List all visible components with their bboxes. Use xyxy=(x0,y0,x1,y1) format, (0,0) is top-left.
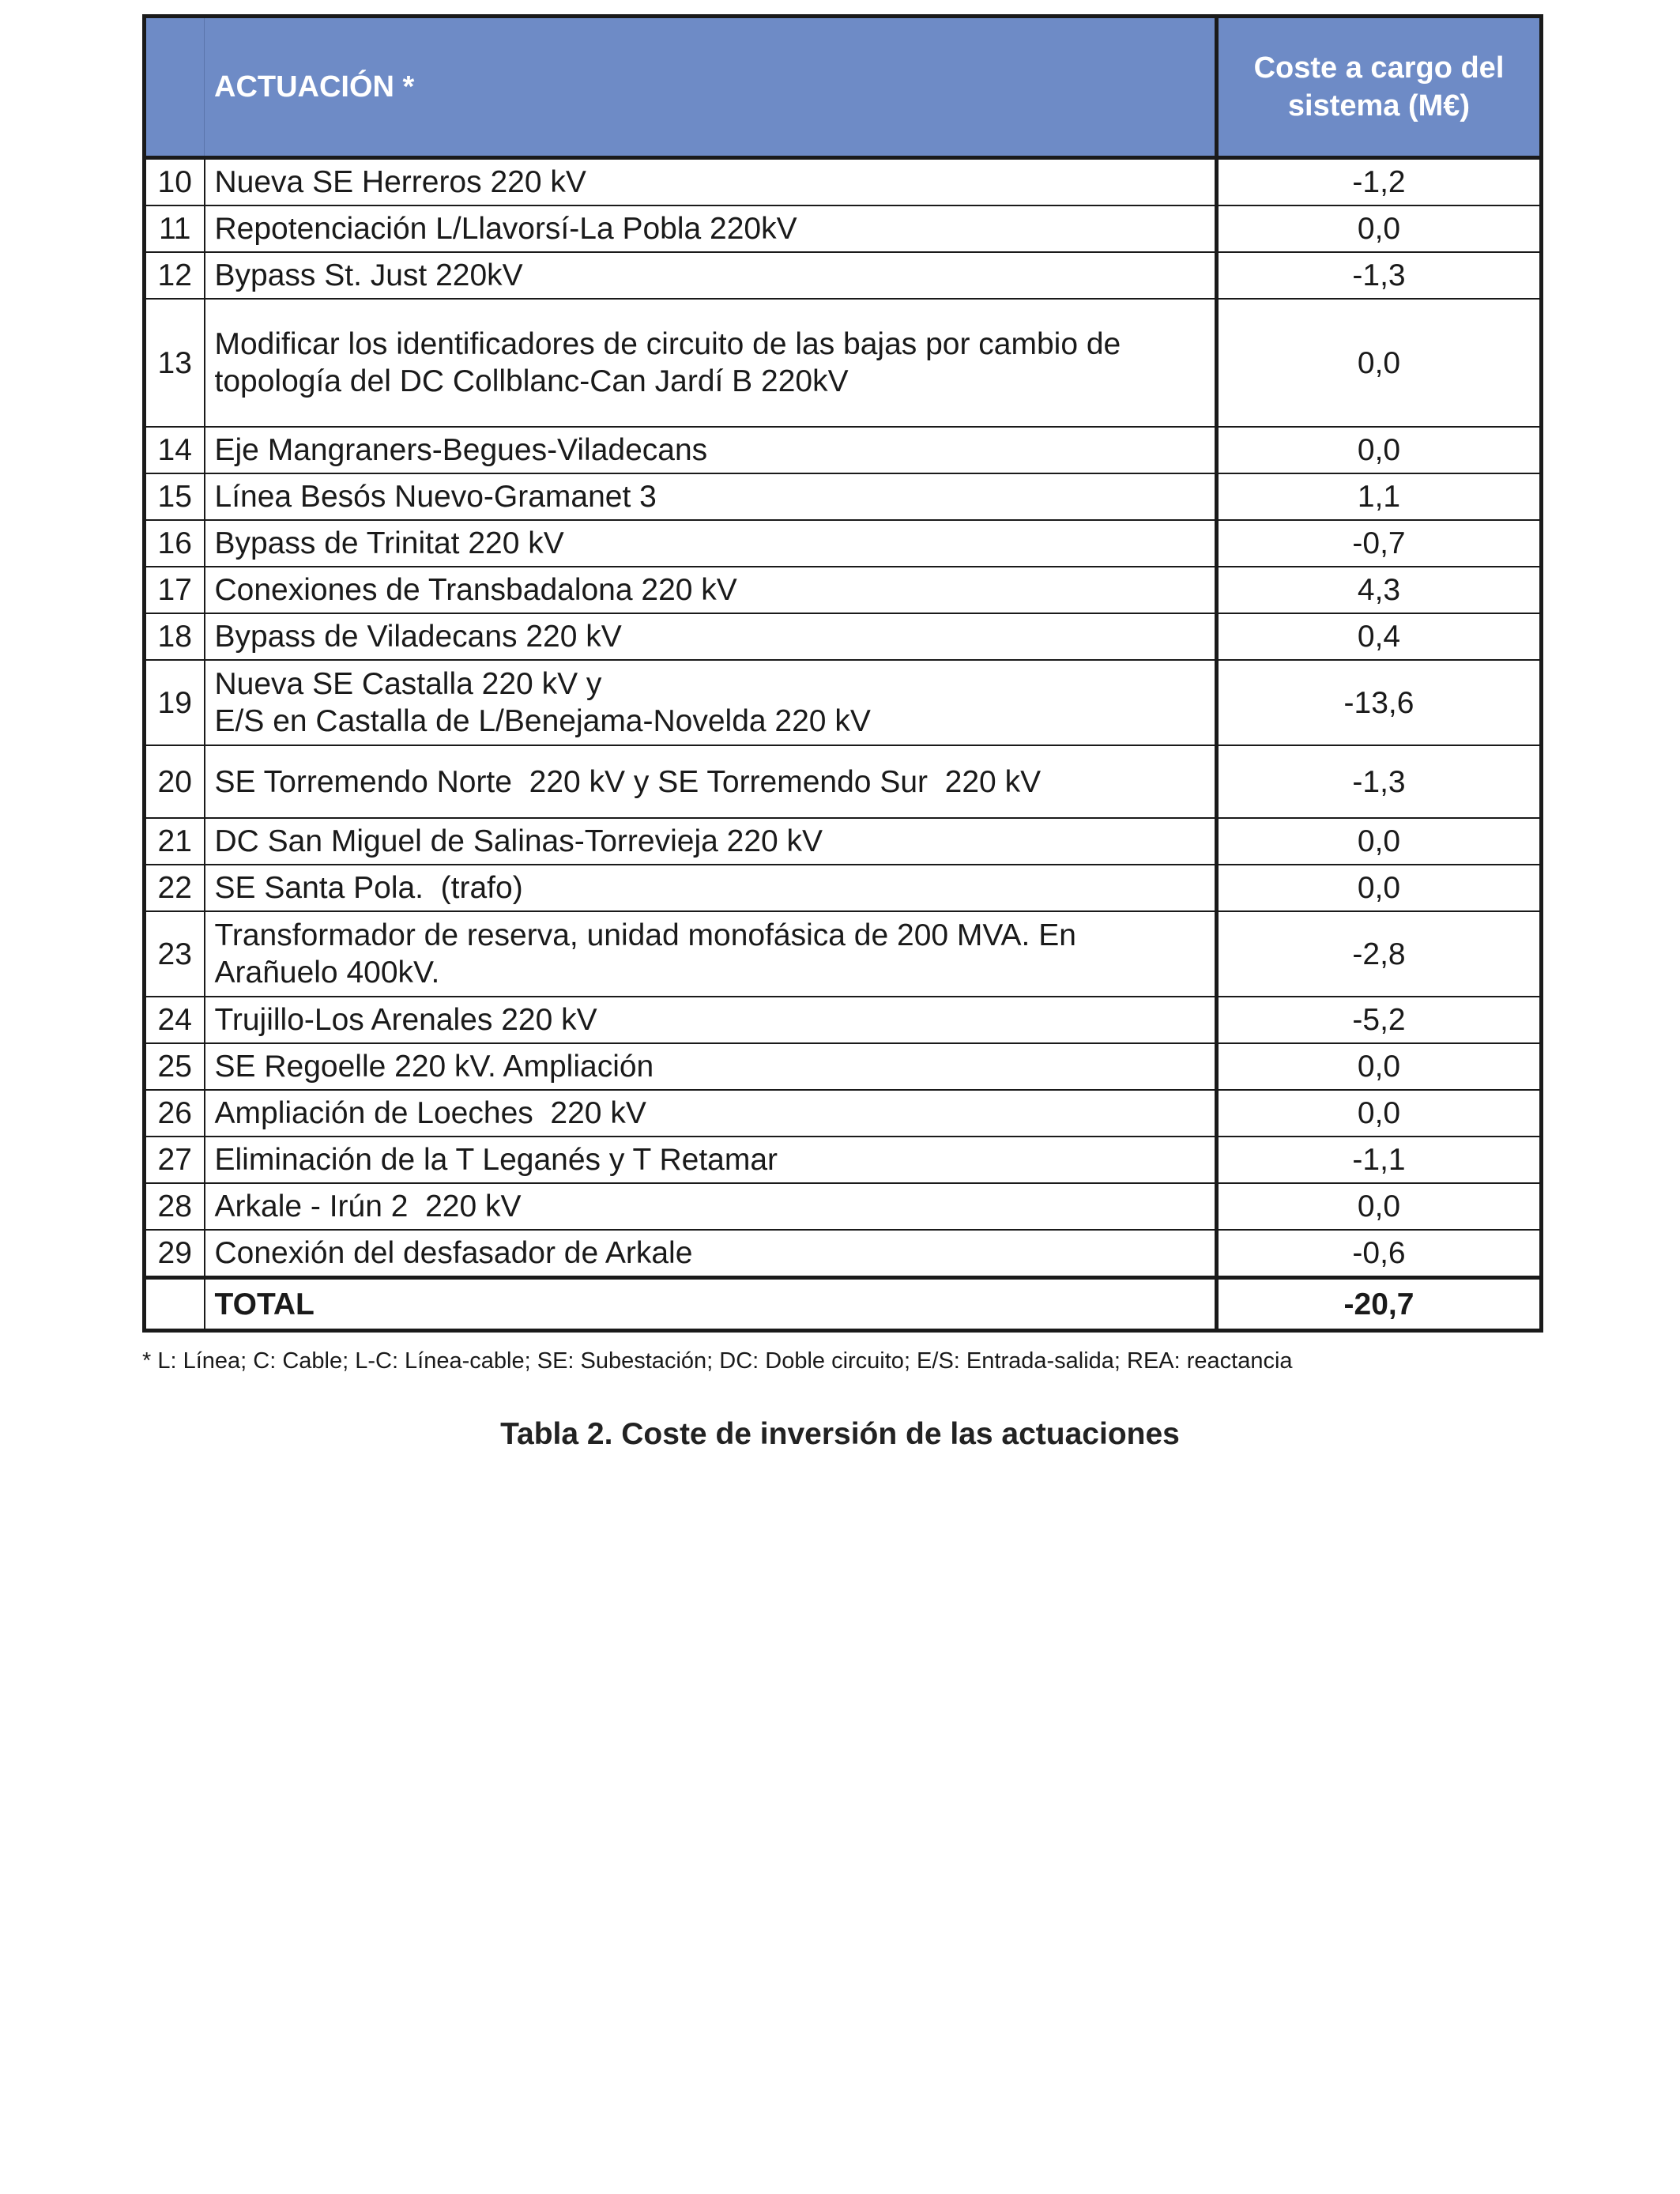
row-number: 21 xyxy=(145,818,205,865)
row-cost: 0,0 xyxy=(1217,299,1542,427)
table-row xyxy=(145,1137,1542,1183)
row-cost: -5,2 xyxy=(1217,997,1542,1043)
row-cost: -0,6 xyxy=(1217,1230,1542,1278)
row-action: Repotenciación L/Llavorsí-La Pobla 220kV xyxy=(205,205,1217,252)
header-cost-line2: sistema (M€) xyxy=(1287,89,1471,123)
table-row xyxy=(145,1090,1542,1137)
table-footnote: * L: Línea; C: Cable; L-C: Línea-cable; SE: Subestación; DC: Doble circuito; E/S: Entrada-salida; REA: reactancia xyxy=(142,1348,1293,1374)
row-cost: 0,0 xyxy=(1217,818,1542,865)
table-row xyxy=(145,1230,1542,1278)
cost-table xyxy=(142,14,1543,1333)
table-row xyxy=(145,745,1542,818)
row-cost: 4,3 xyxy=(1217,567,1542,613)
row-action-line2: E/S en Castalla de L/Benejama-Novelda 220 kV xyxy=(214,704,871,738)
row-action: Eliminación de la T Leganés y T Retamar xyxy=(205,1137,1217,1183)
row-action-line1: Nueva SE Castalla 220 kV y xyxy=(214,667,602,701)
table-row xyxy=(145,473,1542,520)
table-header-row xyxy=(145,17,1542,158)
row-number: 13 xyxy=(145,299,205,427)
row-action: Ampliación de Loeches 220 kV xyxy=(205,1090,1217,1137)
row-cost: -1,3 xyxy=(1217,252,1542,299)
row-number: 12 xyxy=(145,252,205,299)
row-action: Transformador de reserva, unidad monofásica de 200 MVA. En Arañuelo 400kV. xyxy=(205,911,1217,997)
table-row xyxy=(145,1183,1542,1230)
row-number: 22 xyxy=(145,865,205,911)
row-cost: 0,4 xyxy=(1217,613,1542,660)
row-cost: -1,1 xyxy=(1217,1137,1542,1183)
table-row xyxy=(145,911,1542,997)
table-row xyxy=(145,158,1542,206)
row-number: 24 xyxy=(145,997,205,1043)
row-action: Bypass St. Just 220kV xyxy=(205,252,1217,299)
row-cost: 0,0 xyxy=(1217,1043,1542,1090)
row-number: 27 xyxy=(145,1137,205,1183)
table-row xyxy=(145,299,1542,427)
row-cost: -1,3 xyxy=(1217,745,1542,818)
row-number: 18 xyxy=(145,613,205,660)
row-action: Modificar los identificadores de circuito de las bajas por cambio de topología del DC Collblanc-Can Jardí B 220kV xyxy=(205,299,1217,427)
row-action: SE Regoelle 220 kV. Ampliación xyxy=(205,1043,1217,1090)
row-action xyxy=(205,660,1217,745)
row-cost: -2,8 xyxy=(1217,911,1542,997)
cost-table-container xyxy=(142,14,1539,1333)
row-number: 14 xyxy=(145,427,205,473)
table-row xyxy=(145,1043,1542,1090)
table-row xyxy=(145,205,1542,252)
table-row xyxy=(145,567,1542,613)
row-action: DC San Miguel de Salinas-Torrevieja 220 kV xyxy=(205,818,1217,865)
row-cost: 1,1 xyxy=(1217,473,1542,520)
table-row xyxy=(145,997,1542,1043)
row-action: Arkale - Irún 2 220 kV xyxy=(205,1183,1217,1230)
row-action: SE Torremendo Norte 220 kV y SE Torremendo Sur 220 kV xyxy=(205,745,1217,818)
row-cost: 0,0 xyxy=(1217,1183,1542,1230)
row-action: Trujillo-Los Arenales 220 kV xyxy=(205,997,1217,1043)
header-action: ACTUACIÓN * xyxy=(205,17,1217,158)
row-cost: -0,7 xyxy=(1217,520,1542,567)
header-cost xyxy=(1217,17,1542,158)
row-cost: 0,0 xyxy=(1217,205,1542,252)
row-cost: -13,6 xyxy=(1217,660,1542,745)
row-action: Bypass de Trinitat 220 kV xyxy=(205,520,1217,567)
table-row xyxy=(145,818,1542,865)
row-action: Bypass de Viladecans 220 kV xyxy=(205,613,1217,660)
total-number xyxy=(145,1278,205,1331)
row-action: Conexiones de Transbadalona 220 kV xyxy=(205,567,1217,613)
row-cost: 0,0 xyxy=(1217,1090,1542,1137)
row-number: 29 xyxy=(145,1230,205,1278)
table-row xyxy=(145,660,1542,745)
table-row xyxy=(145,427,1542,473)
row-cost: -1,2 xyxy=(1217,158,1542,206)
table-caption: Tabla 2. Coste de inversión de las actuaciones xyxy=(500,1417,1180,1451)
row-number: 15 xyxy=(145,473,205,520)
row-action: SE Santa Pola. (trafo) xyxy=(205,865,1217,911)
table-total-row xyxy=(145,1278,1542,1331)
row-number: 23 xyxy=(145,911,205,997)
row-action: Conexión del desfasador de Arkale xyxy=(205,1230,1217,1278)
table-row xyxy=(145,613,1542,660)
row-cost: 0,0 xyxy=(1217,427,1542,473)
row-number: 20 xyxy=(145,745,205,818)
row-number: 26 xyxy=(145,1090,205,1137)
row-number: 17 xyxy=(145,567,205,613)
row-number: 10 xyxy=(145,158,205,206)
row-action: Nueva SE Herreros 220 kV xyxy=(205,158,1217,206)
row-action: Línea Besós Nuevo-Gramanet 3 xyxy=(205,473,1217,520)
total-label: TOTAL xyxy=(205,1278,1217,1331)
row-number: 11 xyxy=(145,205,205,252)
table-row xyxy=(145,865,1542,911)
header-number xyxy=(145,17,205,158)
total-cost: -20,7 xyxy=(1217,1278,1542,1331)
row-action: Eje Mangraners-Begues-Viladecans xyxy=(205,427,1217,473)
table-row xyxy=(145,252,1542,299)
header-cost-line1: Coste a cargo del xyxy=(1253,51,1505,85)
row-number: 19 xyxy=(145,660,205,745)
row-number: 16 xyxy=(145,520,205,567)
row-cost: 0,0 xyxy=(1217,865,1542,911)
row-number: 25 xyxy=(145,1043,205,1090)
table-row xyxy=(145,520,1542,567)
row-number: 28 xyxy=(145,1183,205,1230)
